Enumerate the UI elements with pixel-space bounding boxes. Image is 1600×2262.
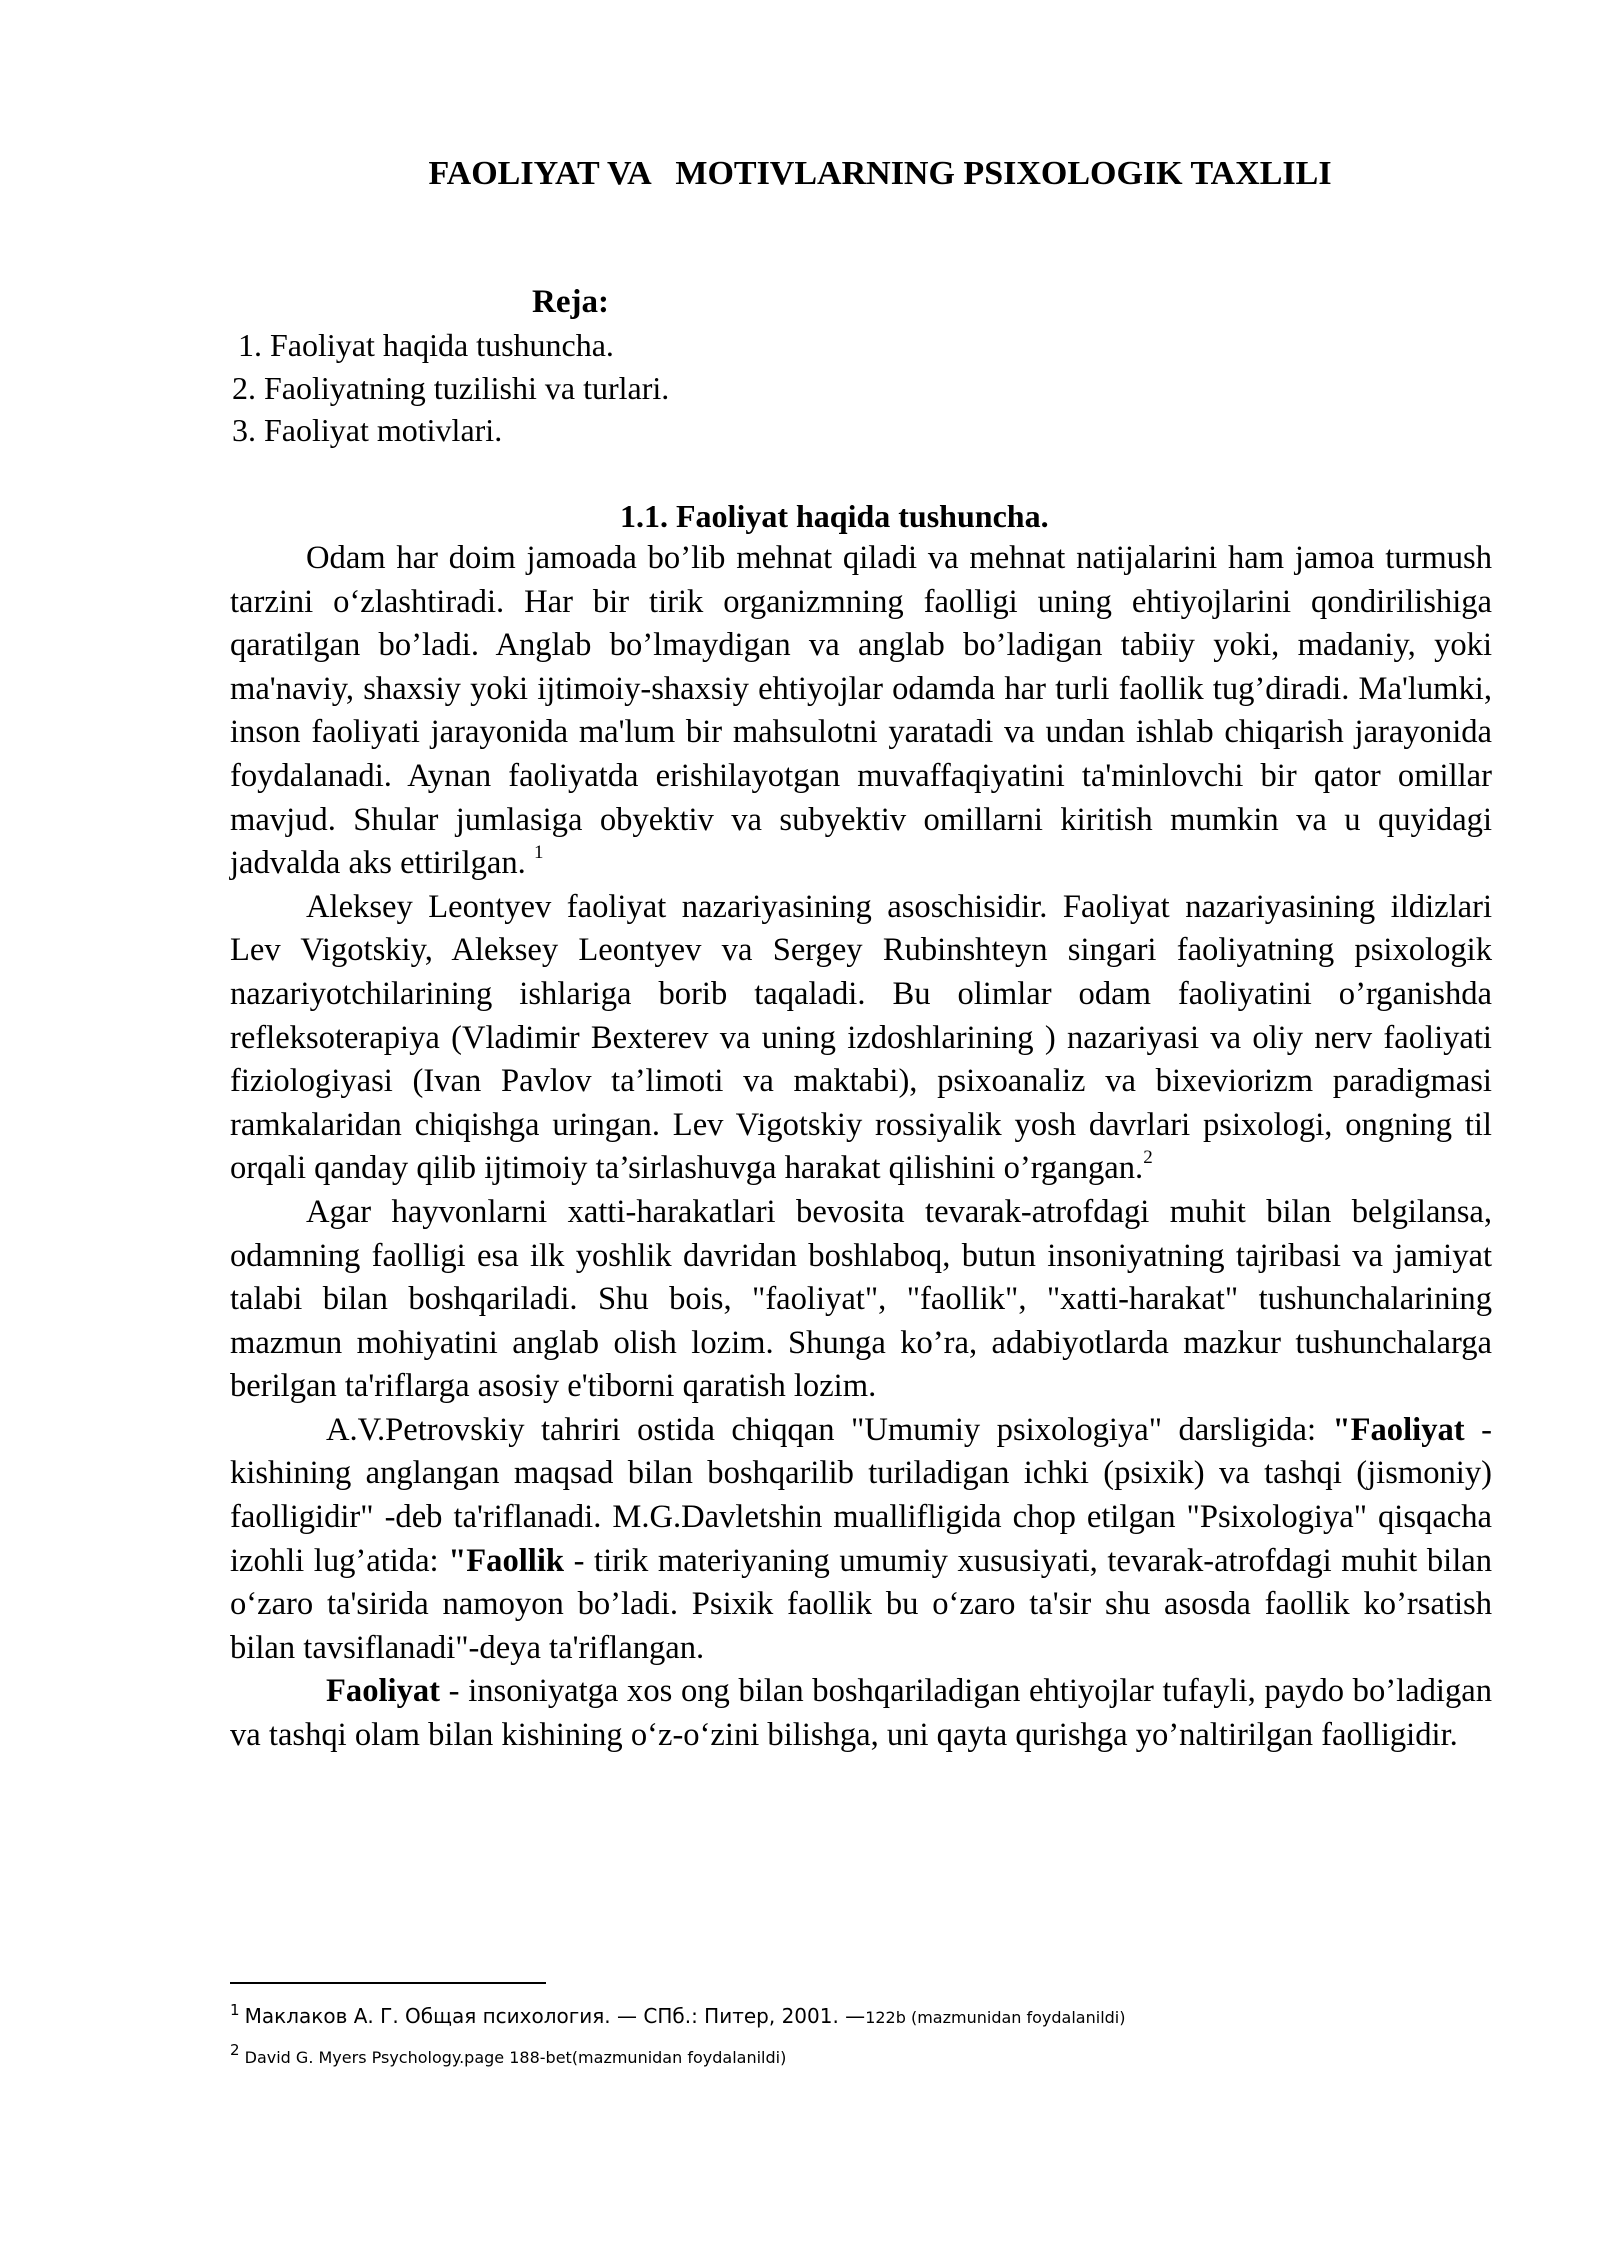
paragraph-5 <box>230 1670 1492 1757</box>
paragraph-2 <box>230 886 1492 1191</box>
footnote-number: 1 <box>230 2001 240 2019</box>
bold-term: "Faollik <box>448 1542 565 1579</box>
paragraph-text: - kishining anglangan maqsad bilan boshqarilib turiladigan ichki (psixik) va tashqi (jismoniy) faolligidir" -deb ta'riflanadi. M.G.Davletshin muallifligida chop etilgan "Psixologiya" qisqacha izohli lug’atida: <box>230 1411 1492 1579</box>
body-text <box>230 537 1492 1758</box>
footnote-text: 122b (mazmunidan foydalanildi) <box>865 2008 1126 2027</box>
footnote-1 <box>230 1994 1125 2034</box>
footnotes <box>230 1994 1125 2074</box>
document-title: FAOLIYAT VA MOTIVLARNING PSIXOLOGIK TAXLILI <box>428 155 1332 192</box>
paragraph-text: Aleksey Leontyev faoliyat nazariyasining asoschisidir. Faoliyat nazariyasining ildizlari Lev Vigotskiy, Aleksey Leontyev va Sergey Rubinshteyn singari faoliyatning psixologik nazariyotchilarining ishlariga borib taqaladi. Bu olimlar odam faoliyatini o’rganishda refleksoterapiya (Vladimir Bexterev va uning izdoshlarining ) nazariyasi va oliy nerv faoliyati fiziologiyasi (Ivan Pavlov ta’limoti va maktabi), psixoanaliz va bixeviorizm paradigmasi ramkalaridan chiqishga uringan. Lev Vigotskiy rossiyalik yosh davrlari psixologi, ongning til orqali qanday qilib ijtimoiy ta’sirlashuvga harakat qilishini o’rgangan. <box>230 888 1492 1187</box>
bold-term: Faoliyat <box>326 1673 441 1710</box>
footnote-ref: 2 <box>1143 1147 1153 1169</box>
plan-item: 1. Faoliyat haqida tushuncha. <box>238 327 614 363</box>
paragraph-text: Agar hayvonlarni xatti-harakatlari bevosita tevarak-atrofdagi muhit bilan belgilansa, odamning faolligi esa ilk yoshlik davridan boshlaboq, butun insoniyatning tajribasi va jamiyat talabi bilan boshqariladi. Shu bois, "faoliyat", "faollik", "xatti-harakat" tushunchalarining mazmun mohiyatini anglab olish lozim. Shunga ko’ra, adabiyotlarda mazkur tushunchalarga berilgan ta'riflarga asosiy e'tiborni qaratish lozim. <box>230 1193 1492 1405</box>
plan-item: 2. Faoliyatning tuzilishi va turlari. <box>232 369 670 406</box>
paragraph-text: A.V.Petrovskiy tahriri ostida chiqqan "Umumiy psixologiya" darsligida: <box>326 1411 1333 1448</box>
paragraph-4 <box>230 1409 1492 1671</box>
footnote-number: 2 <box>230 2041 240 2059</box>
footnote-text: David G. Myers Psychology.page 188-bet(mazmunidan foydalanildi) <box>244 2048 787 2067</box>
plan-heading: Reja: <box>532 284 609 320</box>
paragraph-text: - tirik materiyaning umumiy xususiyati, tevarak-atrofdagi muhit bilan o‘zaro ta'sirida namoyon bo’ladi. Psixik faollik bu o‘zaro ta'sir shu asosda faollik ko’rsatish bilan tavsiflanadi"-deya ta'riflangan. <box>230 1542 1492 1666</box>
footnote-text: Маклаков А. Г. Общая психология. — СПб.: Питер, 2001. — <box>244 2004 866 2028</box>
bold-term: "Faoliyat <box>1332 1411 1465 1448</box>
plan-list <box>232 324 669 452</box>
footnote-separator <box>230 1982 546 1984</box>
paragraph-text: - insoniyatga xos ong bilan boshqariladigan ehtiyojlar tufayli, paydo bo’ladigan va tashqi olam bilan kishining o‘z-o‘zini bilishga, uni qayta qurishga yo’naltirilgan faolligidir. <box>230 1673 1492 1754</box>
footnote-2 <box>230 2034 1125 2074</box>
paragraph-text: Odam har doim jamoada bo’lib mehnat qiladi va mehnat natijalarini ham jamoa turmush tarzini o‘zlashtiradi. Har bir tirik organizmning faolligi uning ehtiyojlarini qondirilishiga qaratilgan bo’ladi. Anglab bo’lmaydigan va anglab bo’ladigan tabiiy yoki, madaniy, yoki ma'naviy, shaxsiy yoki ijtimoiy-shaxsiy ehtiyojlar odamda har turli faollik tug’diradi. Ma'lumki, inson faoliyati jarayonida ma'lum bir mahsulotni yaratadi va undan ishlab chiqarish jarayonida foydalanadi. Aynan faoliyatda erishilayotgan muvaffaqiyatini ta'minlovchi bir qator omillar mavjud. Shular jumlasiga obyektiv va subyektiv omillarni kiritish mumkin va u quyidagi jadvalda aks ettirilgan. <box>230 540 1492 882</box>
paragraph-1 <box>230 537 1492 886</box>
paragraph-3 <box>230 1191 1492 1409</box>
plan-item: 3. Faoliyat motivlari. <box>232 412 503 448</box>
section-heading: 1.1. Faoliyat haqida tushuncha. <box>620 498 1049 534</box>
footnote-ref: 1 <box>533 842 544 864</box>
